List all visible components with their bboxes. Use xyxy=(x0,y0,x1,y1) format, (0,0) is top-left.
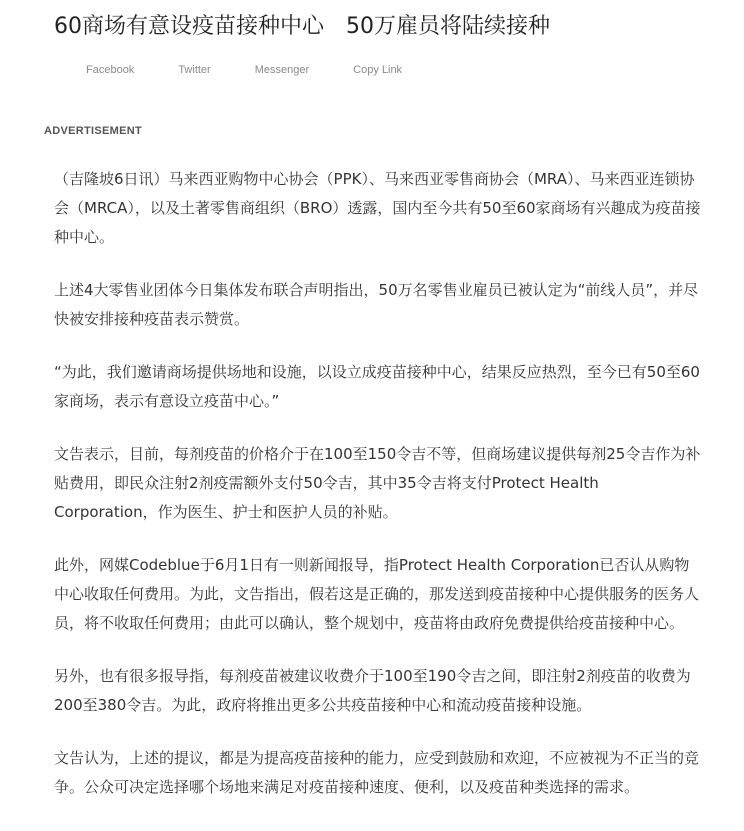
article-paragraph: 另外，也有很多报导指，每剂疫苗被建议收费介于100至190令吉之间，即注射2剂疫苗的收费为200至380令吉。为此，政府将推出更多公共疫苗接种中心和流动疫苗接种设施。 xyxy=(54,667,691,714)
share-messenger-link[interactable]: Messenger xyxy=(254,64,310,76)
article-paragraph: （吉隆坡6日讯）马来西亚购物中心协会（PPK）、马来西亚零售商协会（MRA）、马来西亚连锁协会（MRCA），以及土著零售商组织（BRO）透露，国内至今共有50至60家商场有兴趣成为疫苗接种中心。 xyxy=(54,170,701,246)
copy-link-button[interactable]: Copy Link xyxy=(353,64,403,76)
article-paragraph: 文告表示，目前，每剂疫苗的价格介于在100至150令吉不等，但商场建议提供每剂25令吉作为补贴费用，即民众注射2剂疫需额外支付50令吉，其中35令吉将支付Protect Health Corporation，作为医生、护士和医护人员的补贴。 xyxy=(54,445,701,521)
share-twitter-link[interactable]: Twitter xyxy=(178,64,211,76)
article-paragraph: 此外，网媒Codeblue于6月1日有一则新闻报导，指Protect Health Corporation已否认从购物中心收取任何费用。为此，文告指出，假若这是正确的，那发送到疫苗接种中心提供服务的医务人员，将不收取任何费用；由此可以确认，整个规划中，疫苗将由政府免费提供给疫苗接种中心。 xyxy=(54,556,700,632)
advertisement-label: ADVERTISEMENT xyxy=(44,125,143,137)
article-paragraph: 上述4大零售业团体今日集体发布联合声明指出，50万名零售业雇员已被认定为“前线人员”，并尽快被安排接种疫苗表示赞赏。 xyxy=(54,281,699,328)
article-paragraph: “为此，我们邀请商场提供场地和设施，以设立成疫苗接种中心，结果反应热烈，至今已有50至60家商场，表示有意设立疫苗中心。” xyxy=(54,363,700,410)
article-paragraph: 文告认为，上述的提议，都是为提高疫苗接种的能力，应受到鼓励和欢迎，不应被视为不正当的竞争。公众可决定选择哪个场地来满足对疫苗接种速度、便利，以及疫苗种类选择的需求。 xyxy=(54,749,700,796)
article-body xyxy=(54,165,704,826)
share-facebook-link[interactable]: Facebook xyxy=(86,64,135,76)
share-bar xyxy=(86,63,446,77)
article-title: 60商场有意设疫苗接种中心 50万雇员将陆续接种 xyxy=(54,14,550,39)
